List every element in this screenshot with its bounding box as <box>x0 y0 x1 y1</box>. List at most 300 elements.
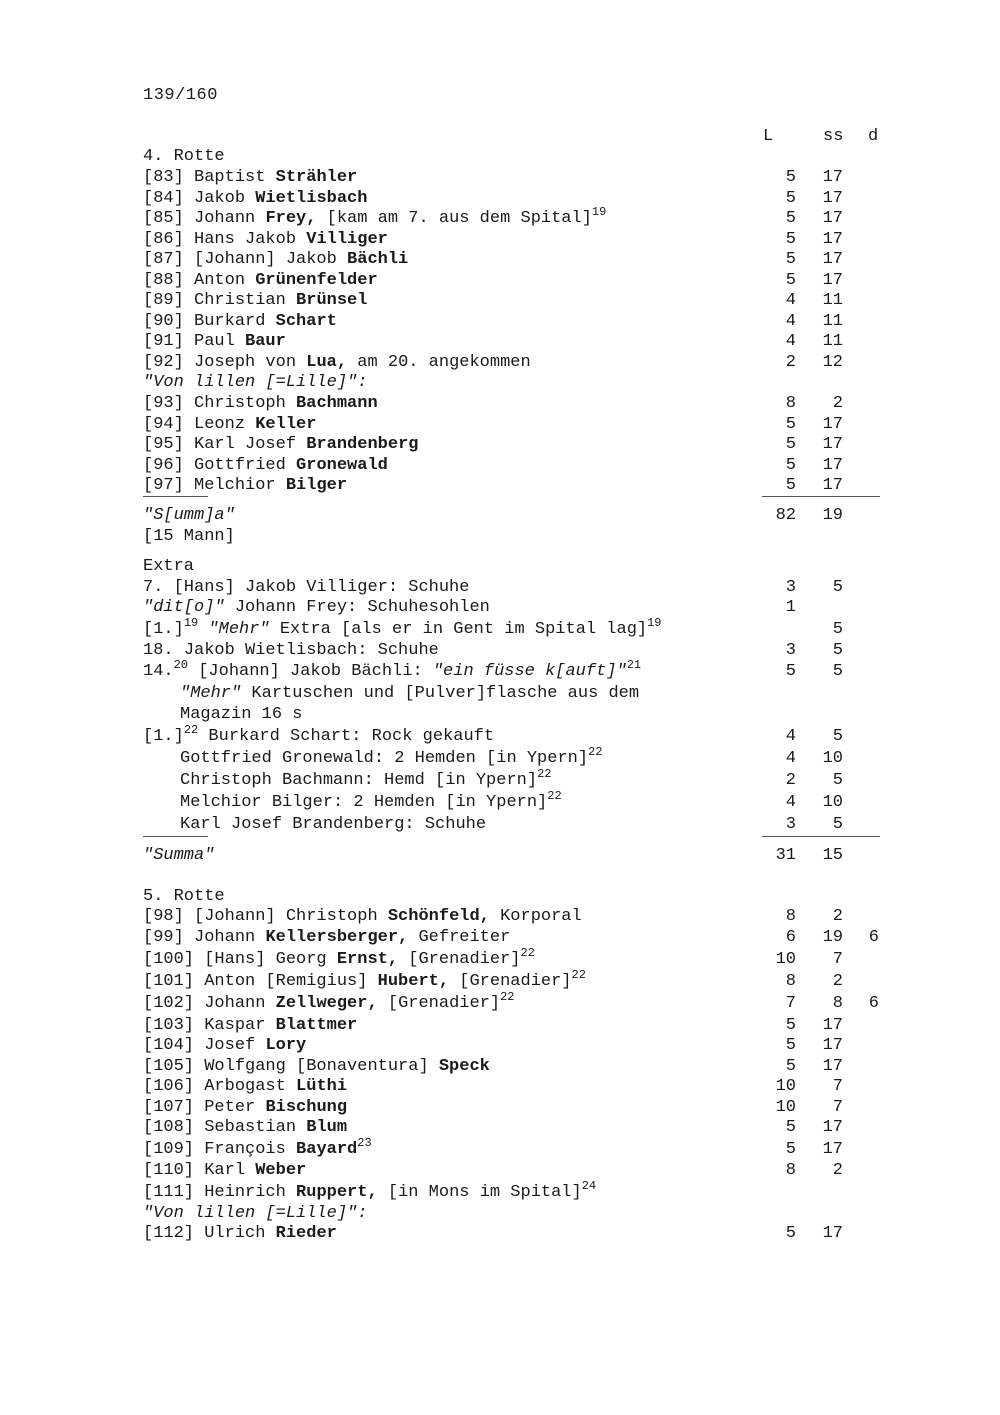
amount-L: 2 <box>785 352 796 372</box>
ledger-row <box>0 1223 1000 1244</box>
amount-L: 5 <box>785 270 796 290</box>
amount-ss: 5 <box>832 771 843 790</box>
surname: Lory <box>265 1036 307 1055</box>
amount-L: 7 <box>785 994 796 1013</box>
ledger-row <box>0 475 1000 496</box>
entry-text <box>143 1097 347 1118</box>
surname: Bilger <box>285 476 348 495</box>
first-name: Kaspar <box>204 1016 266 1035</box>
extra-description: Magazin 16 s <box>180 705 303 724</box>
remark: [kam am 7. aus dem Spital] <box>326 209 592 228</box>
remark: [Grenadier] <box>459 972 572 991</box>
first-name: Burkard <box>194 311 266 331</box>
surname: Strähler <box>275 168 358 187</box>
first-name: [Johann] Christoph <box>194 907 378 926</box>
extra-row <box>0 767 1000 791</box>
entry-text <box>143 1223 337 1244</box>
amount-L: 10 <box>775 1098 796 1117</box>
footnote-ref: 22 <box>520 946 535 960</box>
amount-L: 4 <box>785 793 796 812</box>
entry-text <box>143 188 367 209</box>
amount-ss: 17 <box>822 168 843 187</box>
surname: Schart <box>275 311 337 331</box>
ledger-row <box>0 1179 1000 1203</box>
amount-ss: 17 <box>822 229 843 249</box>
surname: Lua, <box>306 352 348 372</box>
entry-index: [105] <box>143 1057 195 1076</box>
entry-text <box>143 906 582 927</box>
amount-ss: 17 <box>822 188 843 208</box>
extra-row <box>0 640 1000 661</box>
entry-number: [1.] <box>143 727 184 746</box>
ditto-mark: "dit[o]" <box>143 598 225 617</box>
section-title <box>0 886 1000 907</box>
surname: Bayard <box>296 1140 358 1159</box>
entry-index: [108] <box>143 1118 195 1137</box>
extra-description: Burkard Schart: Rock gekauft <box>208 727 495 746</box>
summa-row-text: "S[umm]a" <box>143 506 235 525</box>
amount-ss: 5 <box>832 815 843 834</box>
first-name: Wolfgang [Bonaventura] <box>204 1057 429 1076</box>
entry-text <box>143 1160 306 1181</box>
entry-index: [91] <box>143 332 184 351</box>
extra-text <box>143 658 642 682</box>
extra-text <box>180 789 562 813</box>
ledger-row <box>0 331 1000 352</box>
extra-description: Extra [als er in Gent im Spital lag] <box>269 620 648 639</box>
entry-index: [102] <box>143 994 195 1013</box>
entry-text <box>143 229 388 250</box>
footnote-ref: 22 <box>571 968 586 982</box>
first-name: Paul <box>194 332 235 351</box>
amount-ss: 17 <box>822 1140 843 1159</box>
surname: Bächli <box>347 250 409 269</box>
amount-L: 4 <box>785 332 796 351</box>
amount-ss: 17 <box>822 1224 843 1243</box>
amount-ss: 2 <box>832 972 843 991</box>
first-name: Jakob <box>194 188 246 208</box>
column-header <box>0 126 1000 147</box>
entry-index: [104] <box>143 1036 195 1055</box>
entry-text <box>143 414 316 435</box>
amount-ss: 8 <box>832 994 843 1013</box>
surname: Ernst, <box>336 950 399 969</box>
first-name: Johann <box>204 994 266 1013</box>
extra-description: Gottfried Gronewald: 2 Hemden [in Ypern] <box>180 749 589 768</box>
entry-index: [111] <box>143 1183 195 1202</box>
ledger-row <box>0 946 1000 970</box>
footnote-ref: 19 <box>591 205 607 219</box>
ledger-row <box>0 414 1000 435</box>
amount-L: 31 <box>775 846 796 865</box>
footnote-ref: 24 <box>581 1179 597 1193</box>
amount-L: 4 <box>785 311 796 331</box>
subheading <box>0 1203 1000 1224</box>
ledger-row <box>0 1076 1000 1097</box>
amount-L: 5 <box>785 1118 796 1137</box>
entry-text <box>143 352 531 373</box>
amount-ss: 19 <box>822 506 843 525</box>
extra-row <box>0 814 1000 835</box>
ledger-row <box>0 270 1000 291</box>
amount-ss: 17 <box>822 455 843 475</box>
first-name: François <box>204 1140 286 1159</box>
ledger-row <box>0 990 1000 1014</box>
ledger-row <box>0 1117 1000 1138</box>
section-title-text: 4. Rotte <box>143 147 225 166</box>
first-name: [Johann] Jakob <box>194 250 337 269</box>
entry-index: [89] <box>143 291 184 310</box>
entry-index: [112] <box>143 1224 195 1243</box>
extra-description: Melchior Bilger: 2 Hemden [in Ypern] <box>180 793 548 812</box>
column-d: d <box>868 127 879 146</box>
amount-L: 5 <box>785 229 796 249</box>
amount-L: 82 <box>775 506 796 525</box>
extra-title <box>0 556 1000 577</box>
first-name: Anton [Remigius] <box>204 972 368 991</box>
amount-L: 5 <box>785 188 796 208</box>
entry-text <box>143 475 347 496</box>
entry-text <box>143 1076 347 1097</box>
surname: Wietlisbach <box>255 188 368 208</box>
entry-number: [1.] <box>143 620 184 639</box>
extra-row <box>0 704 1000 725</box>
entry-index: [110] <box>143 1161 195 1180</box>
surname: Grünenfelder <box>255 270 378 290</box>
amount-ss: 2 <box>832 907 843 926</box>
entry-text <box>143 1179 597 1203</box>
entry-index: [83] <box>143 168 184 187</box>
entry-index: [86] <box>143 229 184 249</box>
ledger-row <box>0 968 1000 992</box>
footnote-ref: 22 <box>183 723 199 737</box>
extra-text <box>143 723 495 747</box>
amount-ss: 17 <box>822 270 843 290</box>
surname: Frey, <box>265 209 317 228</box>
ledger-row <box>0 927 1000 948</box>
entry-index: [92] <box>143 352 184 372</box>
first-name: Joseph von <box>194 352 297 372</box>
ledger-row <box>0 205 1000 229</box>
footnote-ref: 20 <box>173 658 189 672</box>
extra-summa-row <box>0 845 1000 866</box>
extra-row <box>0 658 1000 682</box>
amount-d: 6 <box>868 928 879 947</box>
amount-ss: 17 <box>822 1016 843 1035</box>
extra-summa-row-text: "Summa" <box>143 846 215 865</box>
entry-text <box>143 1015 357 1036</box>
ledger-row <box>0 1097 1000 1118</box>
amount-d: 6 <box>868 994 879 1013</box>
ledger-row <box>0 311 1000 332</box>
entry-text <box>143 455 388 476</box>
section-title-text: 5. Rotte <box>143 887 225 906</box>
amount-L: 5 <box>785 476 796 495</box>
amount-ss: 11 <box>822 311 843 331</box>
entry-number: 14. <box>143 662 174 681</box>
footnote-ref: 22 <box>588 745 603 759</box>
surname: Keller <box>255 414 317 434</box>
amount-L: 8 <box>785 907 796 926</box>
footnote-ref: 23 <box>357 1136 372 1150</box>
separator-line <box>143 496 208 497</box>
amount-L: 5 <box>785 1036 796 1055</box>
ledger-row <box>0 1056 1000 1077</box>
amount-ss: 2 <box>832 394 843 413</box>
first-name: Leonz <box>194 414 246 434</box>
amount-L: 10 <box>775 1077 796 1096</box>
first-name: Karl Josef <box>194 435 297 454</box>
amount-ss: 17 <box>822 1118 843 1137</box>
entry-text <box>143 1035 306 1056</box>
ledger-row <box>0 249 1000 270</box>
surname: Weber <box>255 1161 307 1180</box>
extra-text <box>180 683 639 704</box>
surname: Brünsel <box>296 291 368 310</box>
amount-ss: 17 <box>822 476 843 495</box>
ledger-row <box>0 290 1000 311</box>
ledger-row <box>0 229 1000 250</box>
first-name: Josef <box>204 1036 256 1055</box>
amount-ss: 17 <box>822 209 843 228</box>
amount-L: 5 <box>785 1140 796 1159</box>
quoted-term: "Mehr" <box>180 684 242 703</box>
amount-L: 5 <box>785 1057 796 1076</box>
amount-ss: 10 <box>822 749 843 768</box>
extra-description: [Johann] Jakob Bächli: <box>198 662 433 681</box>
extra-row <box>0 789 1000 813</box>
men-count <box>0 526 1000 547</box>
amount-ss: 5 <box>832 620 843 639</box>
surname: Speck <box>438 1057 490 1076</box>
first-name: Melchior <box>194 476 276 495</box>
entry-text <box>143 927 510 948</box>
entry-text <box>143 1117 347 1138</box>
surname: Gronewald <box>296 455 388 475</box>
extra-text <box>143 616 662 640</box>
amount-L: 8 <box>785 1161 796 1180</box>
entry-index: [94] <box>143 414 184 434</box>
entry-text <box>143 434 418 455</box>
surname: Brandenberg <box>306 435 419 454</box>
entry-index: [106] <box>143 1077 195 1096</box>
entry-text <box>143 990 515 1014</box>
extra-text <box>180 704 302 725</box>
ledger-row <box>0 1160 1000 1181</box>
quoted-term: "Mehr" <box>208 620 270 639</box>
surname: Baur <box>245 332 286 351</box>
ledger-row <box>0 1136 1000 1160</box>
amount-ss: 11 <box>822 291 843 310</box>
footnote-ref: 19 <box>647 616 662 630</box>
amount-L: 5 <box>785 455 796 475</box>
entry-text <box>143 393 378 414</box>
subheading-text: "Von lillen [=Lille]": <box>143 373 368 392</box>
summa-row <box>0 505 1000 526</box>
amount-ss: 17 <box>822 1057 843 1076</box>
amount-L: 1 <box>785 598 796 617</box>
amount-ss: 5 <box>832 641 843 660</box>
remark: am 20. angekommen <box>357 352 531 372</box>
first-name: Baptist <box>194 168 266 187</box>
remark: [in Mons im Spital] <box>387 1183 582 1202</box>
subheading-text: "Von lillen [=Lille]": <box>143 1204 368 1223</box>
entry-index: [107] <box>143 1098 195 1117</box>
ledger-row <box>0 906 1000 927</box>
amount-ss: 19 <box>822 928 843 947</box>
entry-text <box>143 249 408 270</box>
amount-ss: 11 <box>822 332 843 351</box>
surname: Lüthi <box>296 1077 348 1096</box>
amount-ss: 5 <box>832 727 843 746</box>
entry-index: [97] <box>143 476 184 495</box>
entry-index: [88] <box>143 270 184 290</box>
ledger-row <box>0 352 1000 373</box>
ledger-row <box>0 393 1000 414</box>
first-name: Ulrich <box>204 1224 266 1243</box>
surname: Zellweger, <box>275 994 378 1013</box>
footnote-ref: 22 <box>547 789 562 803</box>
column-ss: ss <box>823 127 844 146</box>
quoted-term: "ein füsse k[auft]" <box>432 662 627 681</box>
entry-text <box>143 270 378 291</box>
extra-description: Jakob Wietlisbach: Schuhe <box>183 641 439 660</box>
amount-L: 4 <box>785 749 796 768</box>
extra-row <box>0 723 1000 747</box>
extra-row <box>0 616 1000 640</box>
amount-L: 5 <box>785 1016 796 1035</box>
footnote-ref: 19 <box>183 616 199 630</box>
amount-L: 5 <box>785 662 796 681</box>
amount-ss: 17 <box>822 250 843 269</box>
footnote-ref: 22 <box>500 990 515 1004</box>
entry-number: 7. <box>143 578 164 597</box>
ledger-row <box>0 188 1000 209</box>
amount-L: 5 <box>785 414 796 434</box>
extra-row <box>0 745 1000 769</box>
amount-ss: 17 <box>822 435 843 454</box>
extra-description: Christoph Bachmann: Hemd [in Ypern] <box>180 771 538 790</box>
ledger-row <box>0 1015 1000 1036</box>
amount-ss: 5 <box>832 662 843 681</box>
entry-text <box>143 331 286 352</box>
extra-text <box>143 597 490 618</box>
subheading <box>0 372 1000 393</box>
entry-index: [101] <box>143 972 195 991</box>
extra-description: Johann Frey: Schuhesohlen <box>224 598 490 617</box>
entry-text <box>143 167 357 188</box>
separator-line <box>762 496 880 497</box>
surname: Blum <box>306 1118 348 1137</box>
first-name: Heinrich <box>204 1183 286 1202</box>
remark: [Grenadier] <box>408 950 521 969</box>
first-name: Sebastian <box>204 1118 297 1137</box>
separator-line <box>762 836 880 837</box>
extra-text <box>180 767 552 791</box>
amount-L: 5 <box>785 168 796 187</box>
extra-text <box>180 745 603 769</box>
first-name: Hans Jakob <box>194 229 297 249</box>
entry-text <box>143 1056 490 1077</box>
amount-L: 3 <box>785 578 796 597</box>
amount-L: 5 <box>785 209 796 228</box>
surname: Kellersberger, <box>265 928 409 947</box>
extra-row <box>0 597 1000 618</box>
entry-text <box>143 290 367 311</box>
entry-text <box>143 968 586 992</box>
amount-ss: 17 <box>822 1036 843 1055</box>
amount-ss: 10 <box>822 793 843 812</box>
remark: [Grenadier] <box>387 994 501 1013</box>
amount-ss: 5 <box>832 578 843 597</box>
surname: Villiger <box>306 229 388 249</box>
extra-description: Kartuschen und [Pulver]flasche aus dem <box>241 684 640 703</box>
ledger-row <box>0 167 1000 188</box>
amount-L: 3 <box>785 815 796 834</box>
first-name: [Hans] Georg <box>204 950 327 969</box>
page-number: 139/160 <box>143 86 218 105</box>
entry-index: [103] <box>143 1016 195 1035</box>
entry-index: [85] <box>143 209 184 228</box>
entry-number: 18. <box>143 641 174 660</box>
amount-L: 8 <box>785 394 796 413</box>
amount-L: 5 <box>785 250 796 269</box>
extra-description: Karl Josef Brandenberg: Schuhe <box>180 815 487 834</box>
first-name: Johann <box>194 209 256 228</box>
entry-index: [109] <box>143 1140 195 1159</box>
remark: Korporal <box>500 907 582 926</box>
ledger-row <box>0 434 1000 455</box>
amount-ss: 7 <box>832 950 843 969</box>
first-name: Arbogast <box>204 1077 286 1096</box>
footnote-ref: 21 <box>626 658 642 672</box>
amount-L: 5 <box>785 435 796 454</box>
entry-index: [99] <box>143 928 184 947</box>
amount-L: 2 <box>785 771 796 790</box>
surname: Ruppert, <box>296 1183 378 1202</box>
amount-L: 8 <box>785 972 796 991</box>
ledger-row <box>0 1035 1000 1056</box>
entry-index: [93] <box>143 394 184 413</box>
amount-L: 10 <box>775 950 796 969</box>
first-name: Karl <box>204 1161 246 1180</box>
entry-index: [95] <box>143 435 184 454</box>
entry-index: [98] <box>143 907 184 926</box>
amount-ss: 17 <box>822 414 843 434</box>
amount-L: 4 <box>785 727 796 746</box>
remark: Gefreiter <box>418 928 511 947</box>
amount-ss: 7 <box>832 1098 843 1117</box>
entry-index: [87] <box>143 250 184 269</box>
surname: Rieder <box>275 1224 337 1243</box>
amount-ss: 2 <box>832 1161 843 1180</box>
entry-text <box>143 946 535 970</box>
amount-L: 4 <box>785 291 796 310</box>
first-name: Johann <box>194 928 256 947</box>
extra-row <box>0 577 1000 598</box>
amount-L: 3 <box>785 641 796 660</box>
entry-index: [84] <box>143 188 184 208</box>
column-L: L <box>763 127 774 146</box>
ledger-row <box>0 455 1000 476</box>
extra-row <box>0 683 1000 704</box>
first-name: Christian <box>194 291 286 310</box>
separator-line <box>143 836 208 837</box>
first-name: Christoph <box>194 394 286 413</box>
surname: Schönfeld, <box>387 907 490 926</box>
entry-index: [100] <box>143 950 195 969</box>
section-title <box>0 146 1000 167</box>
